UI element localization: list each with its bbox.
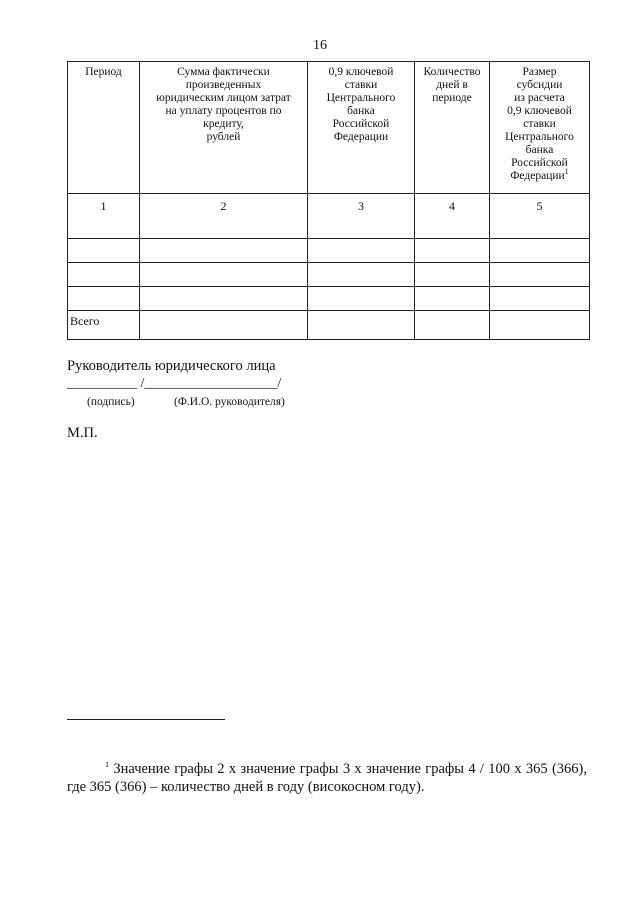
table-cell [140,239,308,263]
header-subsidy-amount [490,62,590,194]
header-line: Российской [511,157,568,169]
header-line: Количество [423,66,481,78]
total-label: Всего [68,311,140,340]
header-period [68,62,140,194]
header-line: на уплату процентов по [165,105,282,117]
header-line [492,167,587,183]
header-line: банка [347,105,375,117]
table-cell [415,239,490,263]
footnote-mark: 1 [564,167,569,177]
table-cell [68,287,140,311]
column-number: 4 [415,194,490,239]
header-line: Размер [522,66,557,78]
header-line: кредиту, [203,118,244,130]
footnote-mark: 1 [105,760,109,770]
header-line: субсидии [516,79,563,91]
table-row [68,239,590,263]
header-line: Центрального [505,131,574,143]
footnote-divider [67,719,225,720]
header-line: произведенных [185,79,262,91]
header-line: банка [525,144,554,156]
table-row [68,287,590,311]
column-number: 5 [490,194,590,239]
header-key-rate [308,62,415,194]
table-cell [490,311,590,340]
signature-title: Руководитель юридического лица [67,358,276,374]
header-line: 0,9 ключевой [507,105,572,117]
header-line: периоде [432,92,472,104]
header-line: 0,9 ключевой [328,66,394,78]
table-cell [490,239,590,263]
table-cell [140,287,308,311]
table-cell [308,239,415,263]
header-line: дней в [436,79,468,91]
header-line: ставки [523,118,556,130]
table-cell [68,263,140,287]
caption-name: (Ф.И.О. руководителя) [174,396,285,408]
header-line-text: Федерации [510,170,565,182]
header-line: Сумма фактически [177,66,270,78]
column-number: 1 [68,194,140,239]
header-line: Федерации [333,131,389,143]
table-cell [415,311,490,340]
table-cell [308,311,415,340]
table-row [68,263,590,287]
header-days-count [415,62,490,194]
table-cell [490,287,590,311]
table-cell [308,263,415,287]
column-number-row [68,194,590,239]
table-cell [415,263,490,287]
table-cell [415,287,490,311]
table-cell [308,287,415,311]
table-cell [140,311,308,340]
footnote-text: Значение графы 2 х значение графы 3 х значение графы 4 / 100 х 365 (366), где 365 (366) – количество дней в году (високосном году). [67,761,587,795]
table-cell [68,239,140,263]
footnote [67,760,587,796]
header-line: рублей [206,131,241,143]
header-line: Центрального [326,92,396,104]
column-number: 3 [308,194,415,239]
total-row [68,311,590,340]
stamp-mark: М.П. [67,425,98,441]
table-header-row [68,62,590,194]
header-line: юридическим лицом затрат [156,92,291,104]
header-line: из расчета [514,92,565,104]
subsidy-table [67,61,590,340]
caption-signature: (подпись) [87,396,135,408]
column-number: 2 [140,194,308,239]
signature-line: __________ /___________________/ [67,376,282,391]
table-cell [140,263,308,287]
header-actual-costs [140,62,308,194]
header-line: Российской [332,118,390,130]
header-line: Период [85,66,122,78]
page-number: 16 [313,38,327,53]
table-cell [490,263,590,287]
header-line: ставки [344,79,378,91]
